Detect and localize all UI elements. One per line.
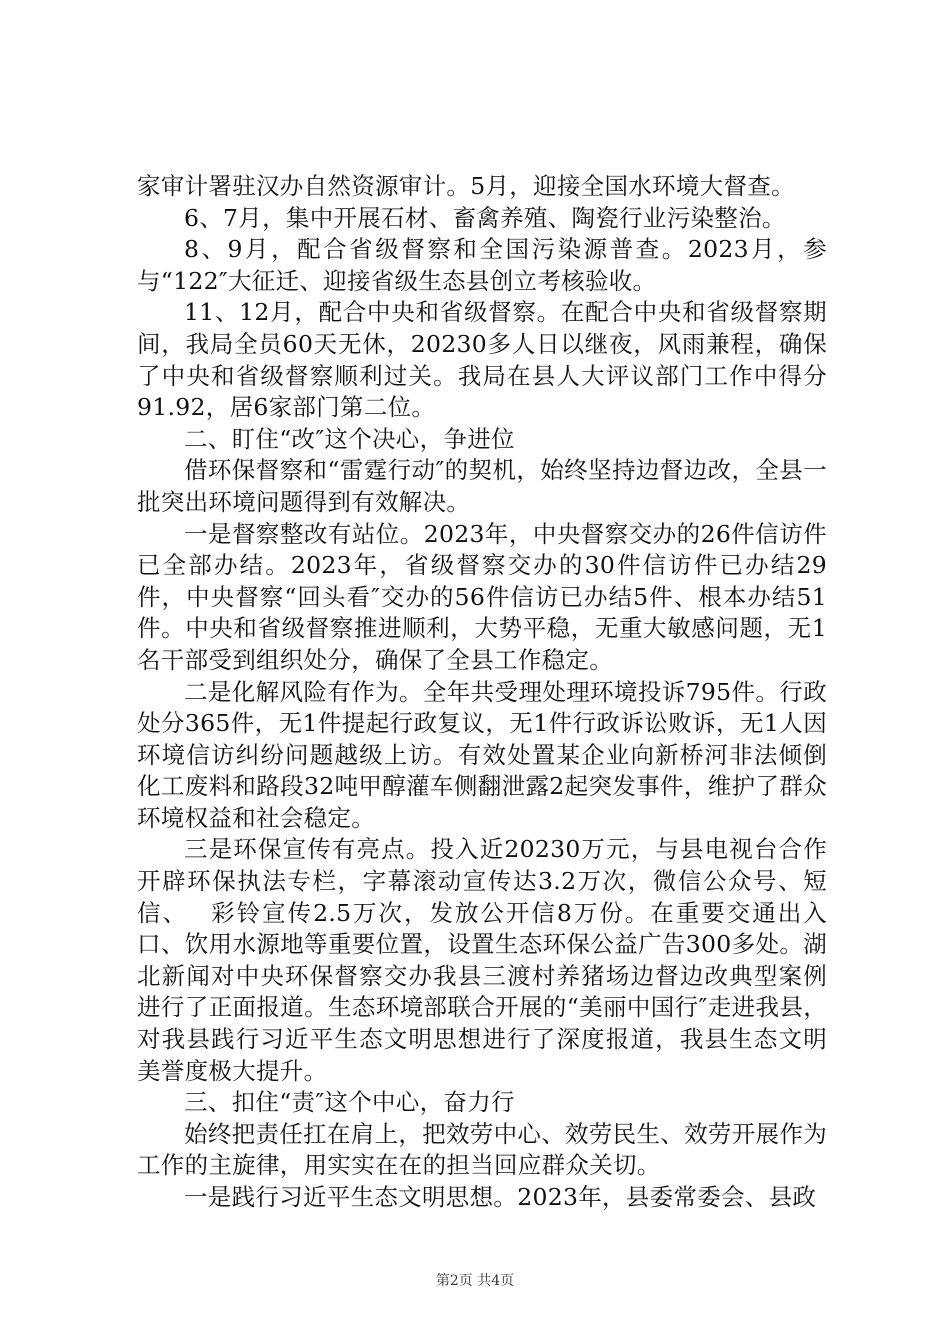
paragraph-section-3-intro: 始终把责任扛在肩上，把效劳中心、效劳民生、效劳开展作为工作的主旋律，用实实在在的担当回应群众关切。 — [137, 1119, 827, 1180]
paragraph-rectification: 一是督察整改有站位。2023年，中央督察交办的26件信访件已全部办结。2023年，省级督察交办的30件信访件已办结29件，中央督察“回头看″交办的56件信访已办结5件、根本办结51件。中央和省级督察推进顺利，大势平稳，无重大敏感问题，无1名干部受到组织处分，确保了全县工作稳定。 — [137, 519, 827, 674]
paragraph-aug-sep: 8、9月，配合省级督察和全国污染源普查。2023月，参与“122″大征迁、迎接省级生态县创立考核验收。 — [137, 235, 827, 295]
section-heading-2: 二、盯住“改″这个决心，争进位 — [184, 424, 515, 453]
paragraph-june-july: 6、7月，集中开展石材、畜禽养殖、陶瓷行业污染整治。 — [184, 203, 786, 232]
document-body — [137, 171, 827, 1214]
page-number-footer: 第2页 共4页 — [435, 1273, 515, 1289]
paragraph-audit-continuation: 家审计署驻汉办自然资源审计。5月，迎接全国水环境大督查。 — [137, 172, 795, 200]
paragraph-risk-resolution: 二是化解风险有作为。全年共受理处理环境投诉795件。行政处分365件，无1件提起行政复议，无1件行政诉讼败诉，无1人因环境信访纠纷问题越级上访。有效处置某企业向新桥河非法倾倒化工废料和路段32吨甲醇灌车侧翻泄露2起突发事件，维护了群众环境权益和社会稳定。 — [137, 677, 827, 832]
section-heading-3: 三、扣住“责″这个中心，奋力行 — [184, 1088, 515, 1117]
paragraph-publicity: 三是环保宣传有亮点。投入近20230万元，与县电视台合作开辟环保执法专栏，字幕滚动宣传达3.2万次，微信公众号、短信、 彩铃宣传2.5万次，发放公开信8万份。在重要交通出入口、饮用水源地等重要位置，设置生态环保公益广告300多处。湖北新闻对中央环保督察交办我县三渡村养猪场边督边改典型案例进行了正面报道。生态环境部联合开展的“美丽中国行″走进我县，对我县践行习近平生态文明思想进行了深度报道，我县生态文明美誉度极大提升。 — [137, 835, 827, 1085]
paragraph-nov-dec: 11、12月，配合中央和省级督察。在配合中央和省级督察期间，我局全员60天无休，20230多人日以继夜，风雨兼程，确保了中央和省级督察顺利过关。我局在县人大评议部门工作中得分91.92，居6家部门第二位。 — [137, 298, 827, 422]
paragraph-section-2-intro: 借环保督察和“雷霆行动″的契机，始终坚持边督边改，全县一批突出环境问题得到有效解决。 — [137, 456, 827, 516]
paragraph-ecological-thought: 一是践行习近平生态文明思想。2023年，县委常委会、县政 — [184, 1183, 817, 1211]
